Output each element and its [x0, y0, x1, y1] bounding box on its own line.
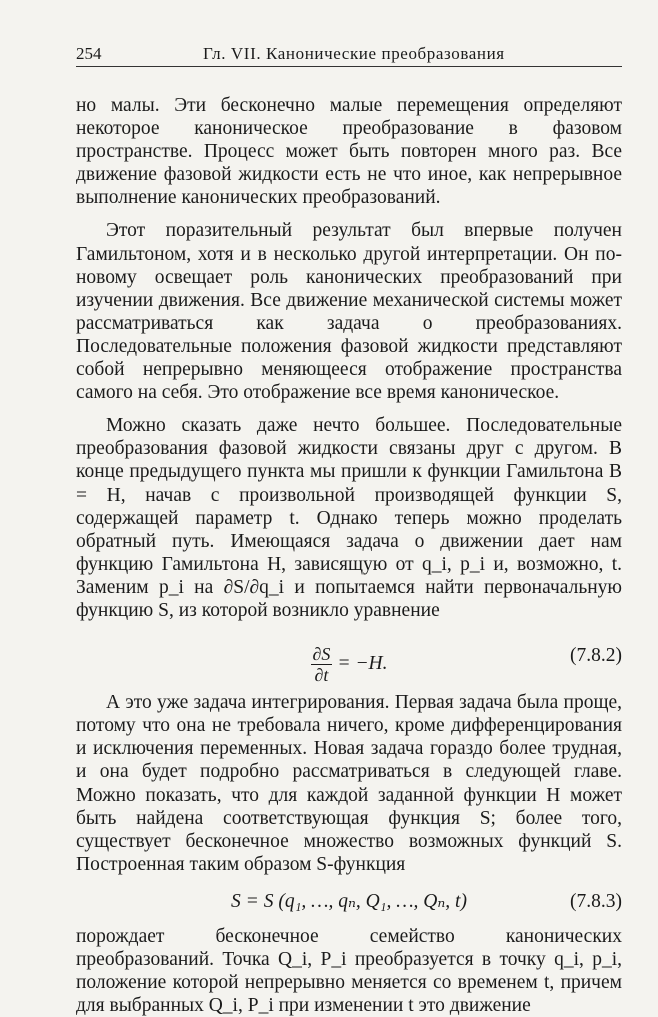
- equation-7-8-2: [76, 644, 622, 686]
- page-number: 254: [76, 44, 102, 63]
- equation-rhs: = −H.: [337, 653, 388, 675]
- paragraph-4: А это уже задача интегрирования. Первая задача была проще, потому что она не требовала ничего, кроме дифференцирования и исключения переменных. Новая задача гораздо более трудная, и она будет подробно рассматриваться в следующей главе. Можно показать, что для каждой заданной функции H может быть найдена соответствующая функция S; более того, существует бесконечное множество возможных функций S. Построенная таким образом S-функция: [76, 692, 622, 875]
- equation-text: S = S (q₁, …, qₙ, Q₁, …, Qₙ, t): [231, 890, 467, 912]
- paragraph-5: порождает бесконечное семейство канонических преобразований. Точка Q_i, P_i преобразуется в точку q_i, p_i, положение которой непрерывно меняется со временем t, причем для выбранных Q_i, P_i при изменении t это движение: [76, 926, 622, 1017]
- running-head: Гл. VII. Канонические преобразования: [203, 44, 505, 63]
- fraction: [311, 644, 333, 685]
- page-body: [76, 94, 622, 1017]
- fraction-numerator: ∂S: [312, 644, 331, 665]
- paragraph-3: Можно сказать даже нечто большее. Последовательные преобразования фазовой жидкости связаны друг с другом. В конце предыдущего пункта мы пришли к функции Гамильтона B = H, начав с произвольной производящей функции S, содержащей параметр t. Однако теперь можно проделать обратный путь. Имеющаяся задача о движении дает нам функцию Гамильтона H, зависящую от q_i, p_i и, возможно, t. Заменим p_i на ∂S/∂q_i и попытаемся найти первоначальную функцию S, из которой возникло уравнение: [76, 415, 622, 621]
- page-header: [76, 42, 622, 67]
- paragraph-2: Этот поразительный результат был впервые получен Гамильтоном, хотя и в несколько другой интерпретации. Он по-новому освещает роль канонических преобразований при изучении движения. Все движение механической системы может рассматриваться как задача о преобразованиях. Последовательные положения фазовой жидкости представляют собой непрерывно меняющееся отображение пространства самого на себя. Это отображение все время каноническое.: [76, 220, 622, 404]
- paragraph-1: но малы. Эти бесконечно малые перемещения определяют некоторое каноническое преобразование в фазовом пространстве. Процесс может быть повторен много раз. Все движение фазовой жидкости есть не что иное, как непрерывное выполнение канонических преобразований.: [76, 95, 622, 209]
- equation-number: (7.8.2): [570, 645, 622, 667]
- equation-number: (7.8.3): [570, 890, 622, 912]
- equation-7-8-3: [76, 890, 622, 913]
- fraction-denominator: ∂t: [314, 665, 329, 686]
